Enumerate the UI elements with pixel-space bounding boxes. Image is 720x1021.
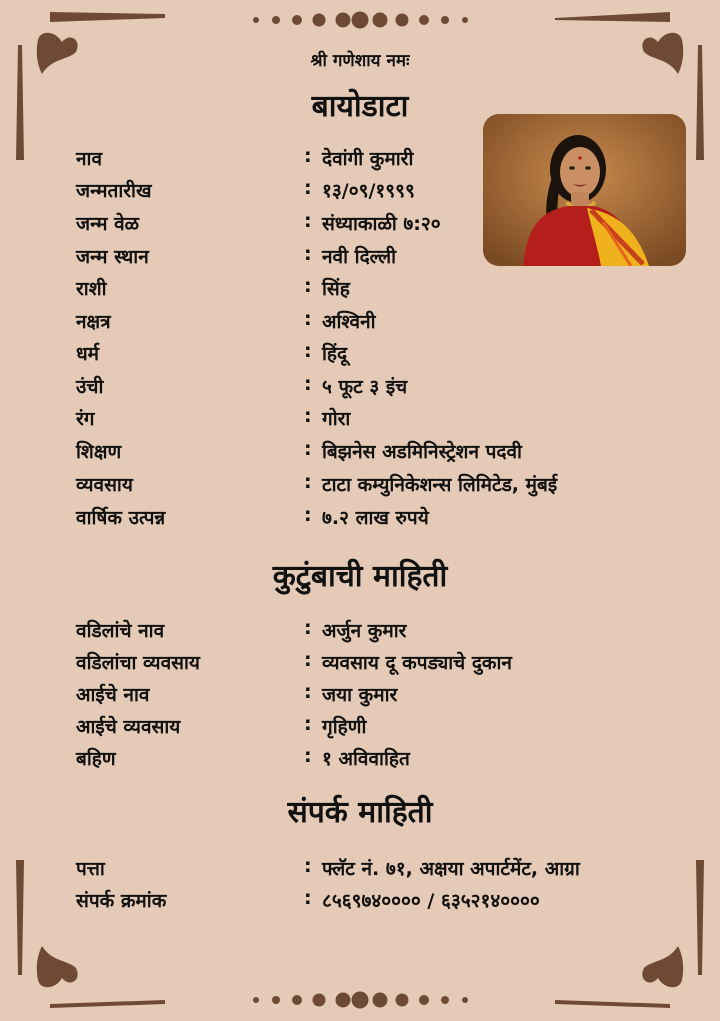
- page-title: बायोडाटा: [311, 89, 409, 124]
- field-separator: :: [304, 438, 312, 460]
- field-value: बिझनेस अडमिनिस्ट्रेशन पदवी: [322, 441, 522, 463]
- field-value: १ अविवाहित: [322, 748, 410, 770]
- field-value: ५ फूट ३ इंच: [322, 376, 408, 398]
- field-label: राशी: [76, 278, 107, 300]
- field-separator: :: [304, 504, 312, 526]
- field-value: हिंदू: [322, 343, 348, 365]
- field-label: शिक्षण: [76, 441, 122, 463]
- field-value: अश्विनी: [322, 311, 376, 333]
- field-value: ७.२ लाख रुपये: [322, 507, 429, 529]
- contact-section-title: संपर्क माहिती: [287, 795, 433, 830]
- field-value: टाटा कम्युनिकेशन्स लिमिटेड, मुंबई: [322, 474, 558, 496]
- field-value: नवी दिल्ली: [322, 246, 397, 268]
- field-separator: :: [304, 855, 312, 877]
- field-separator: :: [304, 145, 312, 167]
- field-separator: :: [304, 373, 312, 395]
- field-separator: :: [304, 405, 312, 427]
- field-separator: :: [304, 210, 312, 232]
- field-value: संध्याकाळी ७:२०: [322, 213, 441, 235]
- field-value: गृहिणी: [322, 716, 367, 738]
- field-separator: :: [304, 471, 312, 493]
- field-separator: :: [304, 177, 312, 199]
- field-value: सिंह: [322, 278, 350, 300]
- field-label: पत्ता: [76, 858, 105, 880]
- field-value: जया कुमार: [322, 684, 398, 706]
- profile-photo: [483, 114, 686, 266]
- field-separator: :: [304, 243, 312, 265]
- field-label: वडिलांचे नाव: [76, 620, 165, 642]
- invocation-text: श्री गणेशाय नमः: [310, 51, 410, 71]
- field-label: नक्षत्र: [76, 311, 111, 333]
- field-value: १३/०९/१९९९: [322, 180, 415, 202]
- field-label: आईचे नाव: [76, 684, 150, 706]
- field-label: बहिण: [76, 748, 116, 770]
- field-label: जन्म वेळ: [76, 213, 140, 235]
- field-label: वार्षिक उत्पन्न: [76, 507, 166, 529]
- field-separator: :: [304, 308, 312, 330]
- field-label: व्यवसाय: [76, 474, 133, 496]
- field-separator: :: [304, 617, 312, 639]
- field-label: जन्म स्थान: [76, 246, 149, 268]
- field-label: नाव: [76, 148, 103, 170]
- field-label: संपर्क क्रमांक: [76, 890, 167, 912]
- field-label: जन्मतारीख: [76, 180, 152, 202]
- field-value: गोरा: [322, 408, 351, 430]
- field-separator: :: [304, 649, 312, 671]
- field-value: ८५६९७४०००० / ६३५२१४००००: [322, 890, 540, 912]
- field-separator: :: [304, 681, 312, 703]
- field-separator: :: [304, 340, 312, 362]
- field-separator: :: [304, 745, 312, 767]
- field-label: आईचे व्यवसाय: [76, 716, 181, 738]
- field-label: वडिलांचा व्यवसाय: [76, 652, 200, 674]
- field-label: रंग: [76, 408, 95, 430]
- field-value: व्यवसाय दू कपड्याचे दुकान: [322, 652, 512, 674]
- field-separator: :: [304, 275, 312, 297]
- field-separator: :: [304, 887, 312, 909]
- field-label: धर्म: [76, 343, 100, 365]
- field-value: देवांगी कुमारी: [322, 148, 414, 170]
- field-separator: :: [304, 713, 312, 735]
- field-label: उंची: [76, 376, 104, 398]
- field-value: अर्जुन कुमार: [322, 620, 407, 642]
- field-value: फ्लॅट नं. ७१, अक्षया अपार्टमेंट, आग्रा: [322, 858, 580, 880]
- family-section-title: कुटुंबाची माहिती: [272, 559, 448, 594]
